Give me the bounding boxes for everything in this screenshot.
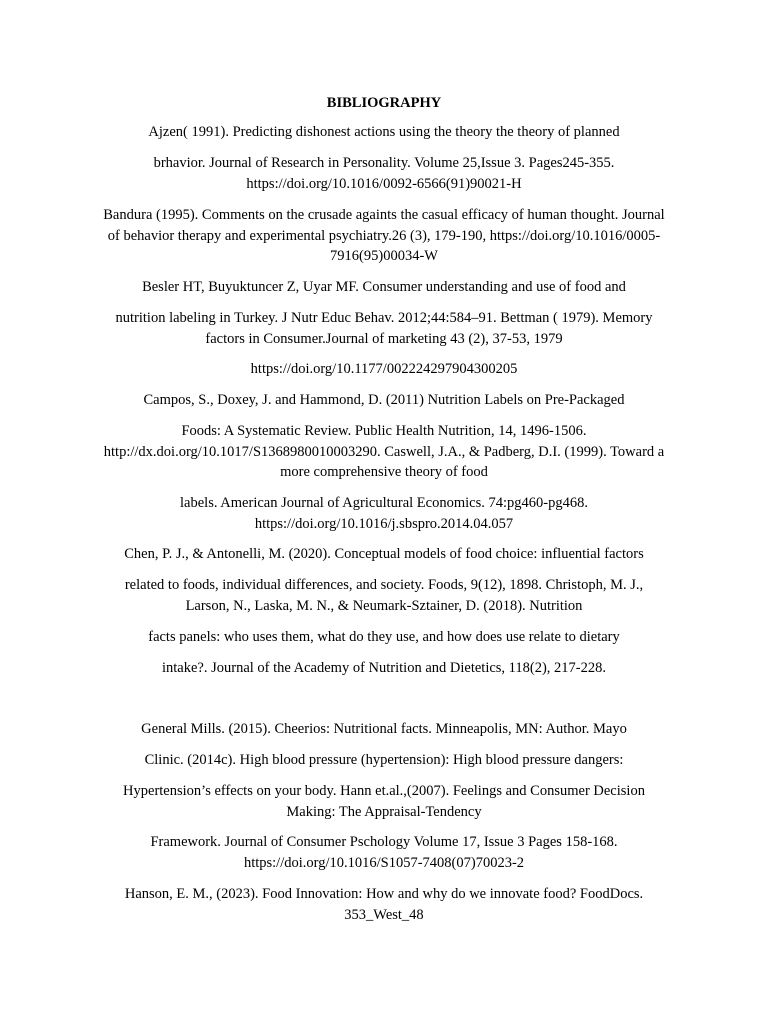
reference-line: Ajzen( 1991). Predicting dishonest actions using the theory the theory of planned [148, 124, 620, 140]
reference-line: nutrition labeling in Turkey. J Nutr Educ Behav. 2012;44:584–91. Bettman ( 1979). Memory [115, 310, 653, 326]
reference-line: https://doi.org/10.1177/002224297904300205 [250, 361, 518, 377]
reference-paragraph [88, 122, 680, 143]
reference-paragraph [88, 493, 680, 534]
reference-paragraph [88, 421, 680, 483]
reference-paragraph [88, 359, 680, 380]
reference-line: Besler HT, Buyuktuncer Z, Uyar MF. Consumer understanding and use of food and [142, 279, 626, 295]
reference-paragraph [88, 205, 680, 267]
reference-line: Hanson, E. M., (2023). Food Innovation: How and why do we innovate food? FoodDocs. [124, 886, 644, 902]
reference-paragraph [88, 544, 680, 565]
reference-paragraph [88, 658, 680, 679]
reference-line: General Mills. (2015). Cheerios: Nutritional facts. Minneapolis, MN: Author. Mayo [141, 721, 627, 737]
reference-paragraph [88, 750, 680, 771]
reference-paragraph [88, 884, 680, 925]
reference-line: Framework. Journal of Consumer Pschology Volume 17, Issue 3 Pages 158-168. [150, 834, 618, 850]
reference-paragraph [88, 277, 680, 298]
reference-line: Foods: A Systematic Review. Public Health Nutrition, 14, 1496-1506. [181, 423, 587, 439]
reference-paragraph [88, 153, 680, 194]
reference-paragraph [88, 390, 680, 411]
reference-line: related to foods, individual differences, and society. Foods, 9(12), 1898. Christoph, M. J., [124, 577, 644, 593]
reference-paragraph [88, 719, 680, 740]
reference-line: more comprehensive theory of food [280, 464, 488, 480]
reference-line: of behavior therapy and experimental psychiatry.26 (3), 179-190, https://doi.org/10.1016/0005- [107, 227, 661, 244]
reference-line: Chen, P. J., & Antonelli, M. (2020). Conceptual models of food choice: influential factors [124, 546, 644, 562]
reference-line: 353_West_48 [344, 906, 424, 923]
reference-line: https://doi.org/10.1016/S1057-7408(07)70023-2 [243, 854, 525, 871]
reference-line: brhavior. Journal of Research in Personality. Volume 25,Issue 3. Pages245-355. [153, 155, 615, 171]
reference-line: factors in Consumer.Journal of marketing 43 (2), 37-53, 1979 [205, 330, 563, 347]
reference-paragraph [88, 832, 680, 873]
reference-line: https://doi.org/10.1016/0092-6566(91)90021-H [246, 175, 522, 192]
reference-line: Clinic. (2014c). High blood pressure (hypertension): High blood pressure dangers: [144, 752, 624, 768]
reference-line: Campos, S., Doxey, J. and Hammond, D. (2011) Nutrition Labels on Pre-Packaged [143, 392, 625, 408]
reference-paragraph [88, 575, 680, 616]
reference-line: http://dx.doi.org/10.1017/S1368980010003290. Caswell, J.A., & Padberg, D.I. (1999). Toward a [103, 443, 665, 460]
reference-line: Hypertension’s effects on your body. Hann et.al.,(2007). Feelings and Consumer Decision [123, 783, 645, 799]
reference-line: 7916(95)00034-W [330, 248, 438, 264]
reference-paragraph [88, 308, 680, 349]
reference-line: facts panels: who uses them, what do they use, and how does use relate to dietary [148, 629, 620, 645]
reference-line: labels. American Journal of Agricultural Economics. 74:pg460-pg468. [180, 495, 588, 511]
reference-line: Bandura (1995). Comments on the crusade againts the casual efficacy of human thought. Journal [103, 207, 665, 223]
reference-line: intake?. Journal of the Academy of Nutrition and Dietetics, 118(2), 217-228. [161, 660, 606, 676]
reference-line: Making: The Appraisal-Tendency [286, 803, 482, 820]
reference-paragraph [88, 627, 680, 648]
reference-line: https://doi.org/10.1016/j.sbspro.2014.04.057 [254, 515, 514, 532]
bibliography-heading: BIBLIOGRAPHY [326, 95, 442, 111]
reference-paragraph [88, 781, 680, 822]
reference-line: Larson, N., Laska, M. N., & Neumark-Sztainer, D. (2018). Nutrition [185, 597, 583, 614]
